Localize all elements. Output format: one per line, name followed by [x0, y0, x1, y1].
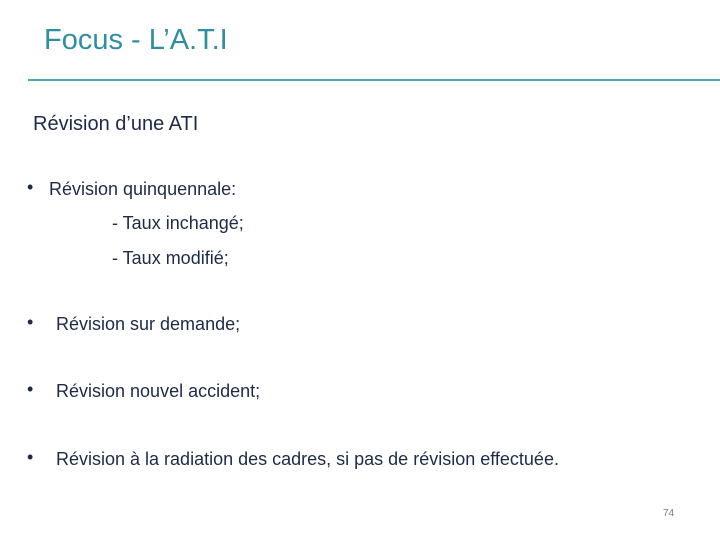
bullet-item-4: Révision à la radiation des cadres, si pas de révision effectuée.	[56, 449, 559, 469]
slide-title: Focus - L’A.T.I	[44, 24, 228, 56]
sub-item-2: - Taux modifié;	[112, 248, 229, 268]
bullet-item-2: Révision sur demande;	[56, 314, 241, 334]
bullet-icon: •	[27, 379, 34, 399]
bullet-icon: •	[27, 177, 34, 197]
bullet-icon: •	[27, 312, 34, 332]
slide-subtitle: Révision d’une ATI	[33, 113, 199, 135]
bullet-item-1: Révision quinquennale:	[49, 179, 237, 199]
sub-item-1: - Taux inchangé;	[112, 213, 244, 233]
title-divider	[28, 79, 720, 81]
bullet-icon: •	[27, 447, 34, 467]
page-number: 74	[663, 508, 675, 519]
bullet-item-3: Révision nouvel accident;	[56, 381, 261, 401]
